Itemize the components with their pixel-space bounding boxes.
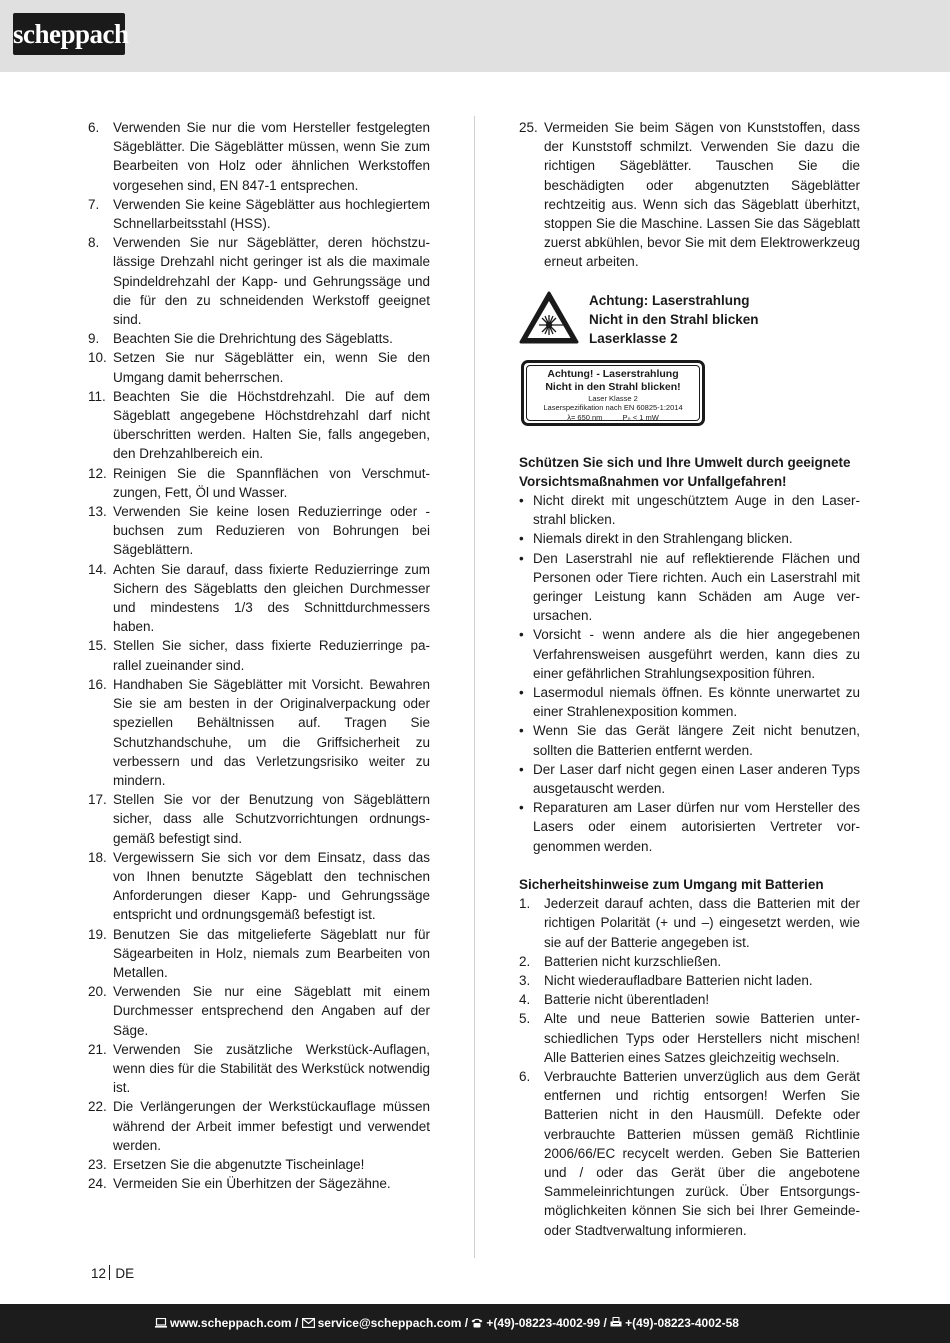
bullet-item — [519, 683, 860, 721]
bullet-icon: • — [519, 800, 524, 816]
bullet-icon: • — [519, 761, 524, 777]
list-item-number: 17. — [88, 792, 107, 808]
column-divider — [474, 116, 475, 1258]
brand-logo: scheppach — [13, 13, 125, 55]
protect-heading: Schützen Sie sich und Ihre Umwelt durch geeignete Vorsichtsmaßnahmen vor Unfallgefahren! — [519, 454, 851, 489]
laser-label-wavelength: λ= 650 nm — [567, 412, 603, 422]
bullet-icon: • — [519, 550, 524, 566]
battery-heading: Sicherheitshinweise zum Umgang mit Batterien — [519, 876, 824, 892]
bullet-item — [519, 798, 860, 856]
laser-warning-icon — [519, 291, 579, 345]
list-item-number: 9. — [88, 331, 100, 347]
email-icon — [302, 1318, 315, 1328]
list-item-number: 12. — [88, 465, 107, 481]
list-item-number: 19. — [88, 926, 107, 942]
list-item-text: Verwenden Sie nur die vom Hersteller festgelegten Sägeblätter. Die Sägeblätter müssen, wenn Sie zum Bearbeiten von Holz oder ähnlichen Werkstoffen vorgesehen sind, EN 847-1 entsprechen. — [113, 120, 430, 193]
fax-icon — [610, 1317, 622, 1328]
list-item — [88, 675, 430, 790]
bullet-item — [519, 760, 860, 798]
list-item-number: 20. — [88, 984, 107, 1000]
list-item — [88, 329, 430, 348]
left-column — [88, 118, 430, 1193]
list-item-text: Setzen Sie nur Sägeblätter ein, wenn Sie den Umgang damit beherrschen. — [113, 350, 430, 385]
list-item-number: 2. — [519, 953, 531, 969]
list-item-text: Alte und neue Batterien sowie Batterien unterschiedlichen Typs oder Herstellers nicht mischen! Alle Batterien eines Satzes gleichzeitig wechseln. — [544, 1011, 860, 1065]
list-item — [88, 848, 430, 925]
list-item-text: Nicht wiederaufladbare Batterien nicht laden. — [544, 972, 813, 988]
list-item-text: Jederzeit darauf achten, dass die Batterien mit der richtigen Polarität (+ und –) eingesetzt werden, wie sie auf der Batterie angegeben ist. — [544, 896, 860, 950]
list-item-number: 24. — [88, 1176, 107, 1192]
list-item-text: Achten Sie darauf, dass fixierte Reduzierringe zum Sichern des Sägeblatts den gleichen Durchmesser und mindestens 1/3 des Schnittdurchmessers haben. — [113, 561, 430, 635]
footer-separator: / — [291, 1316, 302, 1330]
laser-warning-text — [589, 291, 859, 349]
list-item-number: 22. — [88, 1099, 107, 1115]
right-column — [519, 118, 860, 1240]
list-item-text: Verwenden Sie keine Sägeblätter aus hochlegiertem Schnellarbeitsstahl (HSS). — [113, 196, 430, 232]
footer-separator: / — [600, 1316, 611, 1330]
list-item-number: 25. — [519, 120, 538, 135]
laser-warning-line2: Nicht in den Strahl blicken — [589, 311, 759, 327]
list-item — [88, 1040, 430, 1098]
list-item-number: 23. — [88, 1156, 107, 1172]
list-item-text: Batterien nicht kurzschließen. — [544, 953, 722, 969]
bullet-item — [519, 491, 860, 529]
bullet-text: Vorsicht - wenn andere als die hier angegebenen Verfahrensweisen ausgeführt werden, kann dies zu einer gefährlichen Strahlungsexposition führen. — [533, 627, 860, 681]
list-item-text: Verwenden Sie keine losen Reduzierringe oder -buchsen zum Reduzieren von Bohrungen bei Sägeblättern. — [113, 504, 430, 558]
list-item — [88, 1155, 430, 1174]
list-item-number: 21. — [88, 1041, 107, 1057]
battery-safety-list — [519, 894, 860, 1240]
footer-fax[interactable]: +(49)-08223-4002-58 — [625, 1316, 739, 1330]
list-item — [88, 1174, 430, 1193]
bullet-item — [519, 549, 860, 626]
list-item-text: Stellen Sie sicher, dass fixierte Reduzierringe parallel zueinander sind. — [113, 638, 430, 673]
laser-label-spec: Laserspezifikation nach EN 60825-1:2014 — [543, 403, 683, 413]
list-item — [88, 387, 430, 464]
footer-website[interactable]: www.scheppach.com — [170, 1316, 292, 1330]
footer-bar — [0, 1304, 950, 1343]
footer-separator: / — [461, 1316, 472, 1330]
list-item-number: 13. — [88, 504, 107, 520]
bullet-text: Der Laser darf nicht gegen einen Laser anderen Typs ausgetauscht werden. — [533, 761, 860, 797]
list-item — [88, 1097, 430, 1155]
bullet-text: Nicht direkt mit ungeschütztem Auge in den Laserstrahl blicken. — [533, 493, 860, 528]
list-item — [519, 1067, 860, 1240]
list-item-number: 15. — [88, 638, 107, 654]
bullet-item — [519, 529, 860, 548]
list-item — [88, 233, 430, 329]
footer-phone[interactable]: +(49)-08223-4002-99 — [486, 1316, 601, 1330]
list-item-text: Handhaben Sie Sägeblätter mit Vorsicht. Bewahren Sie sie am besten in der Originalverpackung oder speziellen Behältnissen auf. Tragen Sie Schutzhandschuhe, um die Griffsicherheit zu verbessern und das Verletzungsrisiko weiter zu mindern. — [113, 676, 430, 788]
list-item-text: Verwenden Sie zusätzliche Werkstück-Auflagen, wenn dies für die Stabilität des Werkstück notwendig ist. — [113, 1041, 430, 1096]
list-item-text: Stellen Sie vor der Benutzung von Sägeblättern sicher, dass alle Schutzvorrichtungen ordnungsgemäß befestigt sind. — [113, 792, 430, 846]
list-item-number: 14. — [88, 561, 107, 577]
bullet-icon: • — [519, 685, 524, 701]
saw-blade-safety-list — [88, 118, 430, 1193]
laser-label-title2: Nicht in den Strahl blicken! — [545, 380, 681, 393]
laser-precautions-list — [519, 491, 860, 856]
list-item-number: 16. — [88, 676, 107, 692]
list-item-text: Reinigen Sie die Spannflächen von Verschmutzungen, Fett, Öl und Wasser. — [113, 465, 430, 500]
page-language: DE — [115, 1266, 135, 1281]
list-item-number: 11. — [88, 388, 106, 404]
list-item — [88, 195, 430, 233]
list-item — [519, 1009, 860, 1067]
page-number-value: 12 — [91, 1266, 107, 1281]
list-item-number: 1. — [519, 896, 531, 912]
list-item-number: 5. — [519, 1011, 531, 1027]
laser-warning — [519, 291, 860, 351]
list-item-text: Die Verlängerungen der Werkstückauflage müssen während der Arbeit immer befestigt und verwendet werden. — [113, 1099, 430, 1153]
bullet-text: Den Laserstrahl nie auf reflektierende Flächen und Personen oder Tiere richten. Auch ein Laserstrahl mit geringer Leistung kann Schäden am Auge verursachen. — [533, 550, 860, 624]
laser-label-title1: Achtung! - Laserstrahlung — [547, 367, 679, 380]
list-item-number: 6. — [88, 120, 100, 135]
page-number — [91, 1265, 134, 1281]
list-item-number: 3. — [519, 972, 531, 988]
list-item — [88, 790, 430, 848]
list-item-number: 4. — [519, 992, 531, 1008]
list-item — [88, 925, 430, 983]
laser-warning-line3: Laserklasse 2 — [589, 331, 678, 347]
list-item-text: Vermeiden Sie beim Sägen von Kunststoffen, dass der Kunststoff schmilzt. Verwenden Sie dazu die richtigen Sägeblätter. Tauschen Sie die beschädigten oder abgenutzten Sägeblätter rechtzeitig aus. Wenn sich das Sägeblatt überhitzt, stoppen Sie die Maschine. Lassen Sie das Sägeblatt zuerst abkühlen, bevor Sie mit dem Elektrowerkzeug erneut arbeiten. — [544, 120, 860, 270]
header-bar — [0, 0, 950, 72]
bullet-item — [519, 625, 860, 683]
list-item-text: Verwenden Sie nur Sägeblätter, deren höchstzulässige Drehzahl nicht geringer ist als die maximale Spindeldrehzahl der Kapp- und Gehrungssäge und die für den zu schneidenden Werkstoff geeignet sind. — [113, 235, 430, 328]
list-item — [88, 348, 430, 386]
bullet-icon: • — [519, 531, 524, 547]
footer-email[interactable]: service@scheppach.com — [317, 1316, 462, 1330]
laser-label-class: Laser Klasse 2 — [588, 393, 638, 403]
list-item-text: Vermeiden Sie ein Überhitzen der Sägezähne. — [113, 1176, 391, 1192]
list-item — [88, 464, 430, 502]
list-item — [88, 636, 430, 674]
list-item-text: Beachten Sie die Drehrichtung des Sägeblatts. — [113, 331, 393, 347]
list-item-text: Verwenden Sie nur eine Sägeblatt mit einem Durchmesser entsprechend den Angaben auf der Säge. — [113, 984, 430, 1038]
list-item-number: 18. — [88, 849, 107, 865]
list-item — [88, 502, 430, 560]
laser-warning-line1: Achtung: Laserstrahlung — [589, 292, 750, 308]
list-item — [88, 118, 430, 195]
bullet-icon: • — [519, 493, 524, 509]
list-item-number: 8. — [88, 235, 100, 251]
list-item — [519, 990, 860, 1009]
list-item-text: Ersetzen Sie die abgenutzte Tischeinlage! — [113, 1156, 365, 1172]
list-item-text: Vergewissern Sie sich vor dem Einsatz, dass das von Ihnen benutzte Sägeblatt den technischen Anforderungen dieser Kapp- und Gehrungssäge entspricht und ordnungsgemäß befestigt ist. — [113, 849, 430, 923]
bullet-icon: • — [519, 627, 524, 643]
computer-icon — [155, 1318, 167, 1328]
list-item-text: Benutzen Sie das mitgelieferte Sägeblatt nur für Sägearbeiten in Holz, niemals zum Bearbeiten von Metallen. — [113, 926, 430, 980]
list-item-number: 7. — [88, 196, 100, 212]
list-item — [519, 118, 860, 272]
list-item — [519, 894, 860, 952]
bullet-text: Lasermodul niemals öffnen. Es könnte unerwartet zu einer Strahlenexposition kommen. — [533, 685, 860, 720]
saw-blade-safety-list-continued — [519, 118, 860, 272]
list-item — [88, 982, 430, 1040]
bullet-icon: • — [519, 723, 524, 739]
list-item-number: 10. — [88, 350, 107, 366]
list-item — [519, 952, 860, 971]
list-item-text: Beachten Sie die Höchstdrehzahl. Die auf dem Sägeblatt angegebene Höchstdrehzahl darf nicht überschritten werden. Halten Sie, falls angegeben, den Drehzahlbereich ein. — [113, 388, 430, 462]
list-item-number: 6. — [519, 1068, 531, 1084]
phone-icon — [471, 1318, 483, 1328]
list-item-text: Batterie nicht überentladen! — [544, 992, 710, 1008]
bullet-text: Wenn Sie das Gerät längere Zeit nicht benutzen, sollten die Batterien entfernt werden. — [533, 723, 860, 758]
list-item-text: Verbrauchte Batterien unverzüglich aus dem Gerät entfernen und richtig entsorgen! Werfen Sie Batterien nicht in den Hausmüll. Defekte oder verbrauchte Batterien müssen gemäß Richtlinie 2006/66/EC recycelt werden. Geben Sie Batterien und / oder das Gerät über die angebotene Sammeleinrichtungen zurück. Über Entsorgungsmöglichkeiten können Sie sich bei Ihrer Gemeinde- oder Stadtverwaltung informieren. — [544, 1068, 860, 1238]
laser-class-label — [521, 360, 705, 426]
list-item — [88, 560, 430, 637]
list-item — [519, 971, 860, 990]
bullet-text: Niemals direkt in den Strahlengang blicken. — [533, 531, 793, 547]
laser-label-power: P₀ < 1 mW — [622, 412, 659, 422]
bullet-item — [519, 721, 860, 759]
bullet-text: Reparaturen am Laser dürfen nur vom Hersteller des Lasers oder einem autorisierten Vertreter vorgenommen werden. — [533, 800, 860, 854]
